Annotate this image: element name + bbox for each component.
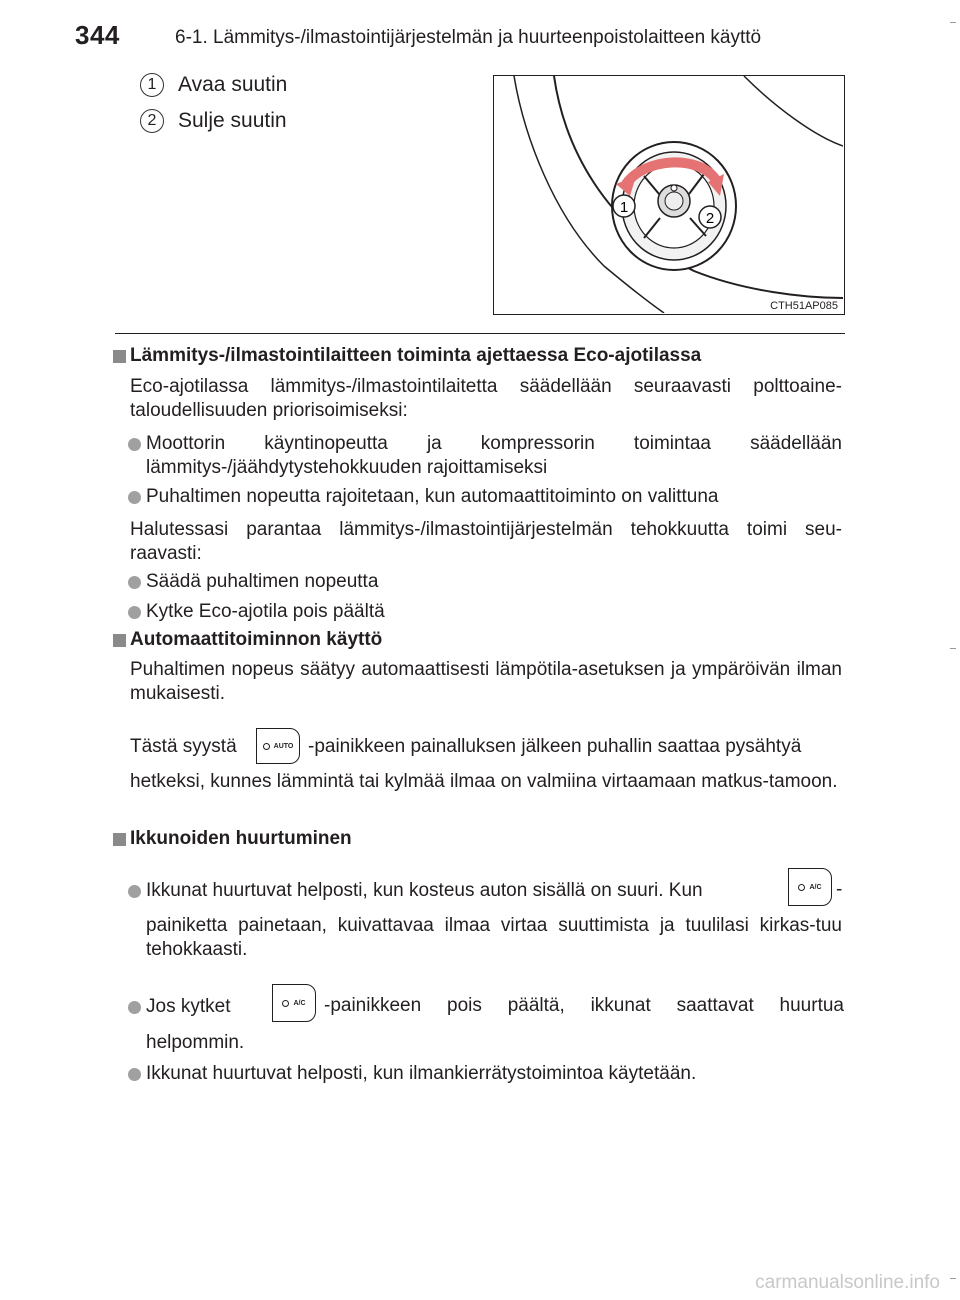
bullet-item — [128, 570, 842, 594]
round-bullet-icon — [128, 1068, 141, 1081]
bullet-text: Kytke Eco-ajotila pois päältä — [146, 601, 385, 622]
step-text: Sulje suutin — [178, 109, 287, 132]
paragraph: Eco-ajotilassa lämmitys-/ilmastointilaitetta säädellään seuraavasti polttoaine-taloudellisuuden priorisoimiseksi: — [130, 376, 842, 421]
bullet-text: Ikkunat huurtuvat helposti, kun kosteus auton sisällä on suuri. Kun — [146, 880, 703, 901]
round-bullet-icon — [128, 491, 141, 504]
vent-illustration — [493, 75, 845, 315]
round-bullet-icon — [128, 1001, 141, 1014]
bullet-text: Jos kytket — [146, 996, 231, 1017]
square-bullet-icon — [113, 350, 126, 363]
page-number: 344 — [75, 20, 120, 50]
dash: - — [836, 879, 843, 900]
watermark: carmanualsonline.info — [755, 1272, 940, 1293]
trim-mark — [950, 648, 956, 649]
bullet-text: Ikkunat huurtuvat helposti, kun ilmankierrätystoimintoa käytetään. — [146, 1063, 697, 1084]
bullet-item — [128, 879, 768, 903]
section-heading — [113, 345, 701, 367]
paragraph-start: Tästä syystä — [130, 736, 237, 757]
chapter-title: 6-1. Lämmitys-/ilmastointijärjestelmän ja huurteenpoistolaitteen käyttö — [175, 27, 762, 48]
round-bullet-icon — [128, 438, 141, 451]
indicator-icon — [282, 1000, 289, 1007]
paragraph: Puhaltimen nopeus säätyy automaattisesti lämpötila-asetuksen ja ympäröivän ilman mukaisesti. — [130, 659, 842, 704]
paragraph: hetkeksi, kunnes lämmintä tai kylmää ilmaa on valmiina virtaamaan matkus-tamoon. — [130, 771, 838, 792]
callout-2: 2 — [705, 210, 715, 227]
button-label: AUTO — [273, 742, 294, 750]
trim-mark — [950, 1278, 956, 1279]
air-vent-drawing — [494, 76, 843, 313]
auto-button-icon — [256, 728, 300, 764]
ac-button-icon — [272, 984, 316, 1022]
ac-button-icon — [788, 868, 832, 906]
step-number-badge: 2 — [140, 109, 164, 133]
paragraph: helpommin. — [146, 1032, 245, 1053]
step-text: Avaa suutin — [178, 73, 288, 96]
bullet-item — [128, 995, 258, 1019]
bullet-text: Moottorin käyntinopeutta ja kompressorin toimintaa säädellään lämmitys-/jäähdytystehokkuuden rajoittamiseksi — [146, 433, 842, 478]
bullet-item — [128, 432, 842, 480]
paragraph-end: -painikkeen painalluksen jälkeen puhallin saattaa pysähtyä — [308, 736, 802, 757]
square-bullet-icon — [113, 833, 126, 846]
indicator-icon — [263, 743, 270, 750]
section-heading — [113, 629, 382, 651]
round-bullet-icon — [128, 885, 141, 898]
heading-text: Automaattitoiminnon käyttö — [130, 629, 383, 650]
section-heading — [113, 828, 352, 850]
trim-mark — [950, 22, 956, 23]
step-number-badge: 1 — [140, 73, 164, 97]
bullet-item — [128, 600, 842, 624]
step-item — [140, 70, 287, 100]
bullet-item — [128, 485, 842, 509]
square-bullet-icon — [113, 634, 126, 647]
button-label: A/C — [293, 999, 306, 1007]
round-bullet-icon — [128, 576, 141, 589]
step-item — [140, 106, 287, 136]
paragraph: painiketta painetaan, kuivattavaa ilmaa virtaa suuttimista ja tuulilasi kirkas-tuu tehokkaasti. — [146, 915, 842, 960]
paragraph: Halutessasi parantaa lämmitys-/ilmastointijärjestelmän tehokkuutta toimi seu-raavasti: — [130, 519, 842, 564]
indicator-icon — [798, 884, 805, 891]
bullet-text: Säädä puhaltimen nopeutta — [146, 571, 379, 592]
section-divider — [115, 333, 845, 334]
heading-text: Lämmitys-/ilmastointilaitteen toiminta ajettaessa Eco-ajotilassa — [130, 345, 702, 366]
button-label: A/C — [809, 883, 822, 891]
paragraph-end: -painikkeen pois päältä, ikkunat saattavat huurtua — [324, 995, 844, 1016]
heading-text: Ikkunoiden huurtuminen — [130, 828, 352, 849]
bullet-text: Puhaltimen nopeutta rajoitetaan, kun automaattitoiminto on valittuna — [146, 486, 719, 507]
figure-code: CTH51AP085 — [770, 300, 838, 312]
bullet-item — [128, 1062, 842, 1086]
callout-1: 1 — [619, 199, 629, 216]
round-bullet-icon — [128, 606, 141, 619]
